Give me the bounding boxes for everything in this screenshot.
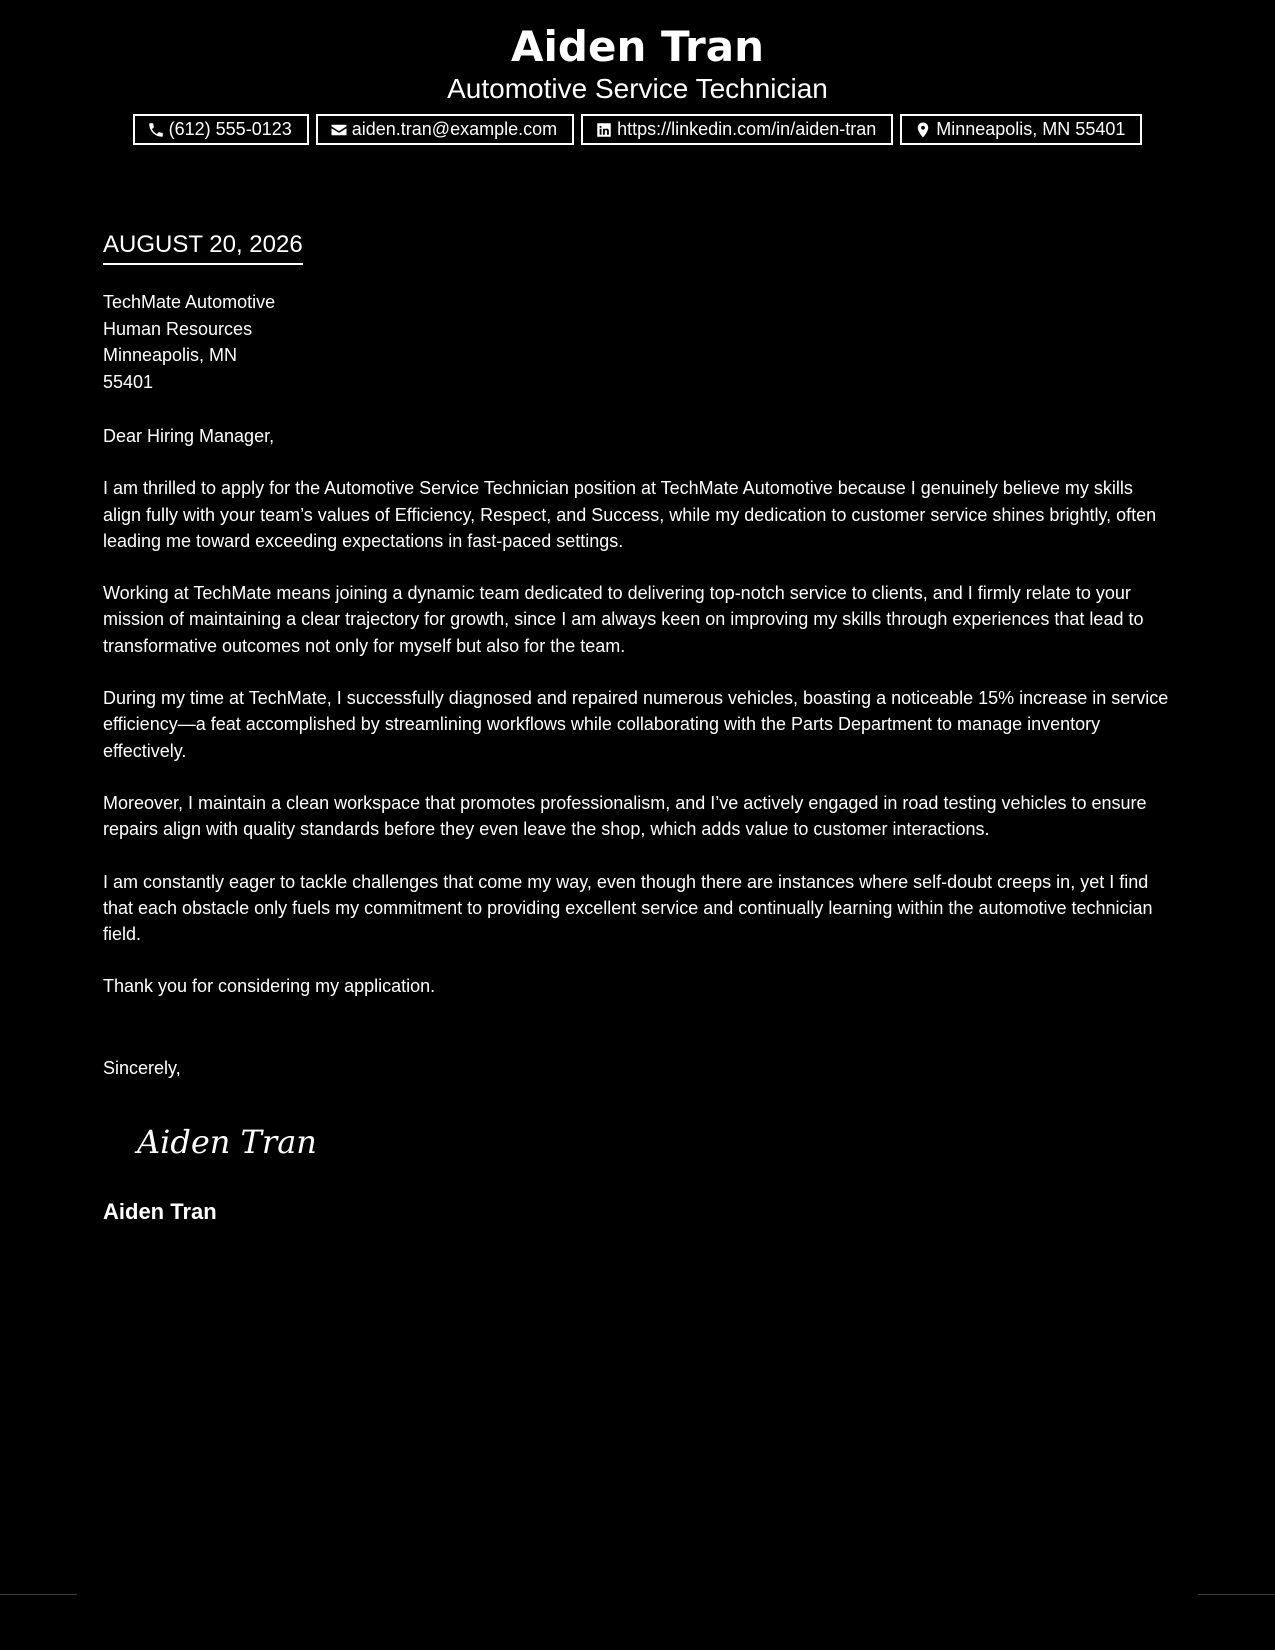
contact-email[interactable] <box>316 114 574 145</box>
contact-location[interactable] <box>900 114 1142 145</box>
contact-phone-text: (612) 555-0123 <box>168 119 292 139</box>
linkedin-icon <box>595 121 613 139</box>
map-pin-icon <box>914 121 932 139</box>
closing-line: Sincerely, <box>103 1058 181 1078</box>
contact-email-text: aiden.tran@example.com <box>351 119 558 139</box>
letter-date: AUGUST 20, 2026 <box>103 230 303 265</box>
contact-linkedin[interactable] <box>581 114 893 145</box>
paragraph: Moreover, I maintain a clean workspace that promotes professionalism, and I’ve actively engaged in road testing vehicles to ensure repairs align with quality standards before they even leave the shop, which adds value to customer interactions. <box>103 792 1147 840</box>
signature-image <box>133 1115 333 1165</box>
recipient-city-state: Minneapolis, MN <box>103 345 238 365</box>
paragraph: I am constantly eager to tackle challenges that come my way, even though there are instances where self-doubt creeps in, yet I find that each obstacle only fuels my commitment to providing excellent service and continually learning within the automotive technician field. <box>103 871 1153 945</box>
contact-bar <box>0 114 1275 145</box>
paragraph: Working at TechMate means joining a dynamic team dedicated to delivering top-notch service to clients, and I firmly relate to your mission of maintaining a clear trajectory for growth, since I am always keen on improving my skills through experiences that lead to transformative outcomes not only for myself but also for the team. <box>103 583 1144 656</box>
recipient-company: TechMate Automotive <box>103 292 276 312</box>
envelope-icon <box>330 121 348 139</box>
letter-text <box>103 423 1175 1026</box>
salutation: Dear Hiring Manager, <box>103 426 275 446</box>
footer-divider-left <box>0 1594 77 1595</box>
contact-linkedin-text: https://linkedin.com/in/aiden-tran <box>617 119 877 139</box>
recipient-zip: 55401 <box>103 371 154 392</box>
paragraph: I am thrilled to apply for the Automotive Service Technician position at TechMate Automotive because I genuinely believe my skills align fully with your team’s values of Efficiency, Respect, and Success, while my dedication to customer service shines brightly, often leading me toward exceeding expectations in fast-paced settings. <box>103 478 1157 551</box>
recipient-department: Human Resources <box>103 318 253 339</box>
applicant-name: Aiden Tran <box>511 22 764 71</box>
paragraph: During my time at TechMate, I successfully diagnosed and repaired numerous vehicles, boasting a noticeable 15% increase in service efficiency—a feat accomplished by streamlining workflows while collaborating with the Parts Department to manage inventory effectively. <box>103 688 1169 761</box>
recipient-address <box>103 289 275 395</box>
signer-name: Aiden Tran <box>103 1199 217 1224</box>
signature-text: Aiden Tran <box>137 1123 317 1161</box>
letter-header <box>0 22 1275 106</box>
phone-icon <box>147 121 165 139</box>
contact-location-text: Minneapolis, MN 55401 <box>936 119 1126 139</box>
applicant-title: Automotive Service Technician <box>447 73 828 104</box>
thank-you-line: Thank you for considering my application. <box>103 976 436 997</box>
contact-phone[interactable] <box>133 114 309 145</box>
footer-divider-right <box>1198 1594 1275 1595</box>
